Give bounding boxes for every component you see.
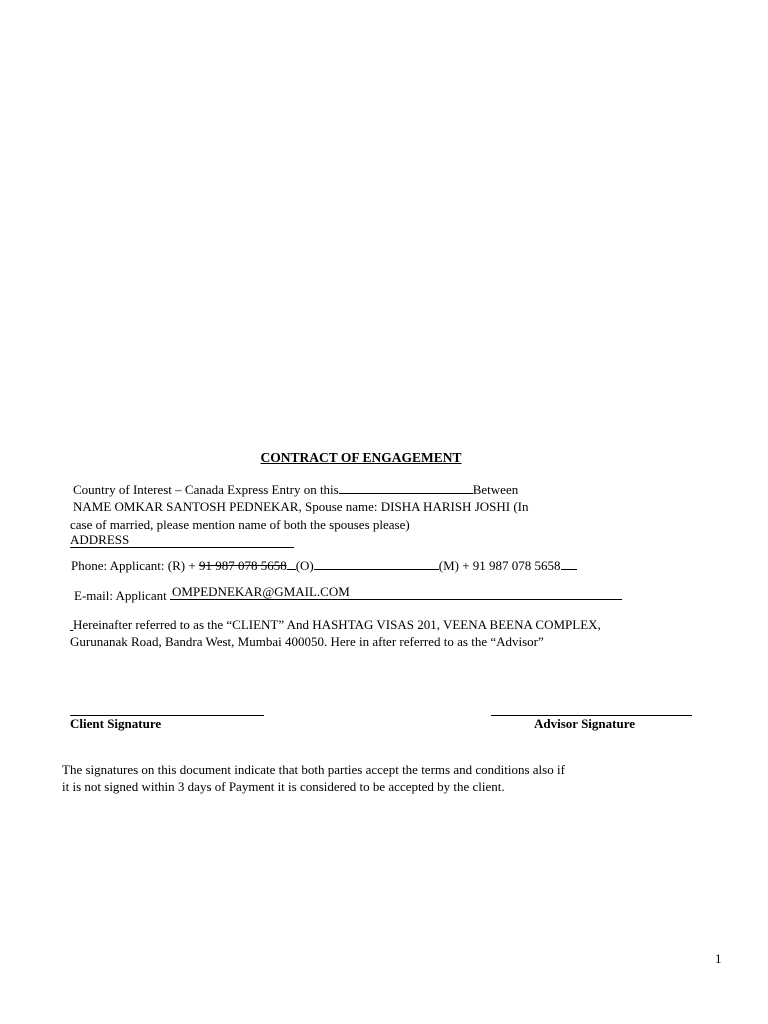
phone-o-blank — [314, 557, 439, 570]
hereinafter-line-1 — [70, 617, 601, 633]
client-name-line: NAME OMKAR SANTOSH PEDNEKAR, Spouse name: DISHA HARISH JOSHI (In — [73, 499, 529, 514]
email-value: OMPEDNEKAR@GMAIL.COM — [172, 584, 350, 599]
client-signature-label: Client Signature — [70, 716, 162, 731]
phone-label: Phone: Applicant: (R) + — [71, 558, 199, 573]
phone-m-blank — [561, 557, 577, 570]
document-title: CONTRACT OF ENGAGEMENT — [260, 450, 462, 465]
phone-m-text: (M) + 91 987 078 5658 — [438, 558, 561, 573]
date-blank — [339, 481, 473, 494]
country-of-interest-line — [73, 481, 518, 498]
advisor-signature-label: Advisor Signature — [534, 716, 636, 731]
page-number: 1 — [715, 951, 722, 966]
address-blank — [70, 532, 294, 548]
email-blank — [170, 584, 622, 600]
country-of-interest-text: Country of Interest – Canada Express Entry on this — [73, 482, 339, 497]
between-text: Between — [472, 482, 519, 497]
email-label: E-mail: Applicant — [74, 588, 171, 603]
phone-r-blank — [287, 557, 296, 570]
spouse-note-line: case of married, please mention name of both the spouses please) — [70, 517, 410, 532]
phone-r-number: 91 987 078 5658 — [198, 558, 287, 573]
phone-line — [71, 557, 577, 574]
terms-line-1: The signatures on this document indicate that both parties accept the terms and conditions also if — [62, 762, 565, 777]
terms-line-2: it is not signed within 3 days of Payment it is considered to be accepted by the client. — [62, 779, 505, 794]
hereinafter-text-1: Hereinafter referred to as the “CLIENT” And HASHTAG VISAS 201, VEENA BEENA COMPLEX, — [73, 617, 601, 632]
address-label: ADDRESS — [70, 532, 130, 547]
email-line — [74, 584, 622, 604]
address-line — [70, 532, 294, 552]
phone-o-label: (O) — [295, 558, 314, 573]
hereinafter-line-2: Gurunanak Road, Bandra West, Mumbai 400050. Here in after referred to as the “Advisor” — [70, 634, 544, 649]
